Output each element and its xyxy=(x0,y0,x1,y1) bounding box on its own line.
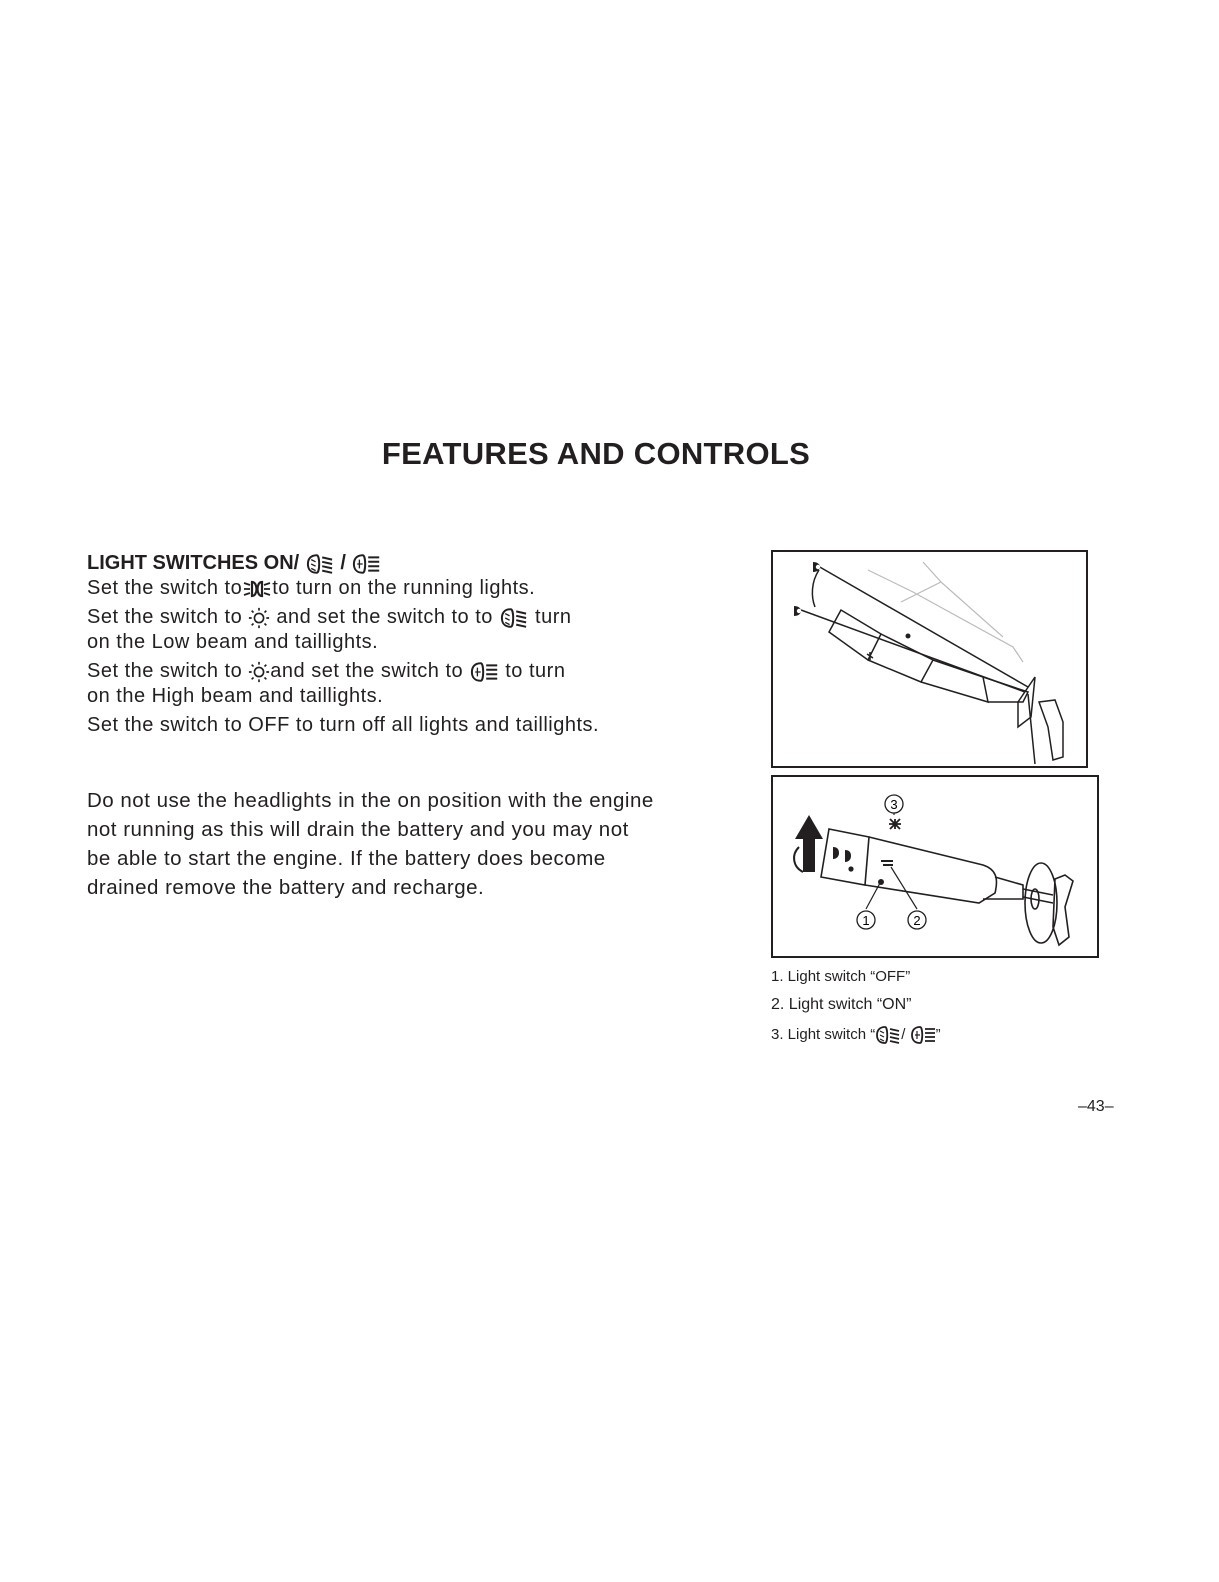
figure-captions xyxy=(771,968,941,1056)
low-beam-icon xyxy=(499,607,529,629)
running-light-icon xyxy=(242,578,272,600)
caption-off: 1. Light switch “OFF” xyxy=(771,968,911,985)
sun-icon xyxy=(248,607,270,629)
instruction-text: Set the switch to xyxy=(87,606,249,628)
page-title: FEATURES AND CONTROLS xyxy=(381,436,811,471)
warning-line: be able to start the engine. If the battery does become xyxy=(87,847,606,870)
instruction-text: Set the switch to OFF to turn off all lights and taillights. xyxy=(87,714,600,736)
low-beam-icon xyxy=(305,553,335,575)
instruction-line xyxy=(87,713,727,738)
instruction-text: on the High beam and taillights. xyxy=(87,685,384,707)
sun-icon xyxy=(248,661,270,683)
switch-positions-figure xyxy=(771,775,1099,958)
high-beam-icon xyxy=(910,1025,936,1045)
instruction-text: Set the switch to xyxy=(87,660,249,682)
caption-beam-separator: / xyxy=(901,1025,906,1043)
callout-3 xyxy=(885,795,903,813)
svg-text:2: 2 xyxy=(913,913,921,928)
instruction-line xyxy=(87,684,727,709)
switch-positions-illustration xyxy=(773,777,1097,956)
switch-rotation-figure xyxy=(771,550,1088,768)
heading-separator: / xyxy=(340,552,346,574)
instruction-text: on the Low beam and taillights. xyxy=(87,631,379,653)
instruction-text: turn xyxy=(528,606,572,628)
instruction-text: and set the switch to to xyxy=(270,606,499,628)
switch-stalk-illustration xyxy=(773,552,1086,766)
high-beam-icon xyxy=(469,661,499,683)
light-switch-section xyxy=(87,550,727,738)
warning-line: drained remove the battery and recharge. xyxy=(87,876,485,899)
callout-2 xyxy=(908,911,926,929)
svg-text:1: 1 xyxy=(862,913,870,928)
page-number: –43– xyxy=(1078,1098,1114,1115)
section-heading xyxy=(87,550,727,576)
instruction-line xyxy=(87,605,727,630)
instruction-text: to turn xyxy=(499,660,566,682)
rotation-arrow xyxy=(795,815,823,872)
callout-1 xyxy=(857,911,875,929)
heading-label: LIGHT SWITCHES ON/ xyxy=(87,552,300,574)
caption-beam xyxy=(771,1025,941,1045)
instruction-text: to turn on the running lights. xyxy=(272,577,536,599)
instruction-text: and set the switch to xyxy=(270,660,470,682)
warning-line: Do not use the headlights in the on position with the engine xyxy=(87,789,654,812)
battery-warning xyxy=(87,786,717,902)
high-beam-icon xyxy=(351,553,381,575)
caption-beam-prefix: 3. Light switch “ xyxy=(771,1025,876,1043)
warning-line: not running as this will drain the battery and you may not xyxy=(87,818,629,841)
instruction-text: Set the switch to xyxy=(87,577,243,599)
caption-on: 2. Light switch “ON” xyxy=(771,996,912,1013)
instruction-line xyxy=(87,630,727,655)
low-beam-icon xyxy=(875,1025,901,1045)
instruction-line xyxy=(87,576,727,601)
svg-text:3: 3 xyxy=(890,797,898,812)
caption-beam-suffix: ” xyxy=(935,1025,941,1043)
instruction-line xyxy=(87,659,727,684)
